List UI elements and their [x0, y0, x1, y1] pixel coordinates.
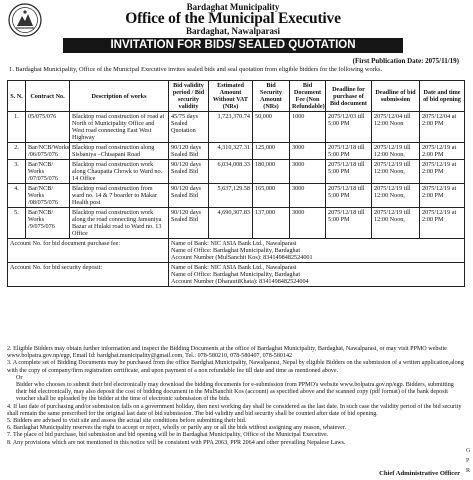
note-item: 8. Any provisions which are not mentioned in this notice will be consistent with PPA 2063, PPR 2064 and other prevailing Nepalese Laws.: [7, 439, 346, 446]
cell-estimate: 4,310,327.31: [209, 143, 253, 160]
notice-banner: INVITATION FOR BIDS/ SEALED QUOTATION: [63, 38, 403, 53]
cell-description: Blacktop road construction along Sisbaniya –Chisapani Road: [70, 143, 169, 160]
cell-fee: 3000: [290, 143, 326, 160]
cell-security: 137,000: [253, 208, 290, 239]
account-security-label: Account No. for bid security deposit:: [8, 263, 169, 287]
table-row: [8, 184, 465, 208]
edge-char: R: [466, 468, 471, 474]
cell-contract: 05/075/076: [26, 112, 70, 143]
cell-security: 125,000: [253, 143, 290, 160]
cell-opening: 2075/12/19 at 2:00 PM: [420, 184, 465, 208]
account-fee-label: Account No. for bid document purchase fee:: [8, 239, 169, 263]
cell-opening: 2075/12/19 at 2:00 PM: [420, 143, 465, 160]
office-name: Name of Office: Bardaghat Municipality, Bardaghat: [171, 247, 301, 254]
cell-security: 50,000: [253, 112, 290, 143]
cell-submission-deadline: 2075/12/19 till 12:00 Noon,: [372, 160, 420, 184]
cell-sn: 3.: [8, 160, 26, 184]
cell-purchase-deadline: 2075/12/18 till 5:00 PM: [326, 184, 372, 208]
col-header: Bid Security Amount (NRs): [253, 81, 290, 112]
cell-contract: Bar/NCB/ Works /9/075/076: [26, 208, 70, 239]
cell-validity: 90/120 days Sealed Bid: [169, 184, 209, 208]
note-item: 2. Eligible Bidders may obtain further information and inspect the Bidding Documents at the office of Bardaghat Municipality, Bardaghat, Nawalparasi, or may visit PPMO website www.bolpatra.gov.np/egp, Email Id: bardghat.municipality@gmail.com, Tel.: 078-580210, 078-580407, 078-580142: [7, 346, 447, 360]
works-table: [7, 80, 465, 287]
cell-sn: 4.: [8, 184, 26, 208]
note-item: 7. The place of bid purchase, bid submission and bid opening will be in Bardaghat Municipality, Office of the Municipal Executive.: [7, 432, 329, 439]
col-header: Bid validity period / Bid security validity: [169, 81, 209, 112]
cell-sn: 1.: [8, 112, 26, 143]
cell-security: 165,000: [253, 184, 290, 208]
note-item: 5. Bidders are advised to visit site and assess the actual site conditions before submitting their bid.: [7, 418, 247, 425]
intro-paragraph: 1. Bardaghat Municipality, Office of the Municipal Executive invites sealed bids and seal quotation from eligible bidders for the following works.: [9, 66, 383, 73]
cell-estimate: 4,690,307.83: [209, 208, 253, 239]
cell-validity: 90/120 days Sealed Bid: [169, 160, 209, 184]
cell-estimate: 1,723,370.74: [209, 112, 253, 143]
cell-description: Blacktop road construction of road at North of Municipality Office and West road connecting East West Highway: [70, 112, 169, 143]
col-header: S. N.: [8, 81, 26, 112]
cell-contract: Bar/NCB/ Works /08/075/076: [26, 184, 70, 208]
cell-submission-deadline: 2075/12/04 till 12:00 Noon: [372, 112, 420, 143]
cell-estimate: 6,034,008.33: [209, 160, 253, 184]
note-item: 6. Bardaghat Municipality reserves the right to accept or reject, wholly or partly any or all the bids without assigning any reason, whatever.: [7, 425, 347, 432]
col-header: Estimated Amount Without VAT (NRs): [209, 81, 253, 112]
cell-fee: 3000: [290, 208, 326, 239]
cell-fee: 3000: [290, 160, 326, 184]
cell-submission-deadline: 2075/12/19 till 12:00 Noon,: [372, 208, 420, 239]
bank-name: Name of Bank: NIC ASIA Bank Ltd., Nawalparasi: [171, 240, 297, 247]
bank-name: Name of Bank: NIC ASIA Bank Ltd., Nawalparasi: [171, 264, 297, 271]
table-row: [8, 143, 465, 160]
cell-validity: 90/120 days Sealed Bid: [169, 208, 209, 239]
cell-opening: 2075/12/04 at 2:00 PM: [420, 112, 465, 143]
col-header: Contract No.: [26, 81, 70, 112]
note-item: 3. A complete set of Bidding Documents may be purchased from the office Bardghat Municipality, Nawalparasi, Nepal by eligible Bidders on the submission of a written application,along with the copy of company/firm registration certificate, and upon payment of a non refundable fee till date and time as mentioned above.: [7, 360, 464, 374]
signature: Chief Administrative Officer: [379, 470, 460, 477]
cell-estimate: 5,637,129.58: [209, 184, 253, 208]
cell-sn: 2.: [8, 143, 26, 160]
account-security-details: [169, 263, 465, 287]
cell-submission-deadline: 2075/12/19 till 12:00 Noon,: [372, 143, 420, 160]
cell-contract: Bar/NCB/Works /06/075/076: [26, 143, 70, 160]
cell-purchase-deadline: 2075/12/18 till 5:00 PM: [326, 143, 372, 160]
account-number: Account Number (MulSanchit Kos): 8341498482524001: [171, 254, 313, 261]
cell-opening: 2075/12/19 at 2:00 PM: [420, 160, 465, 184]
account-fee-row: [8, 239, 465, 263]
office-name: Name of Office: Bardaghat Municipality, Bardaghat: [171, 271, 301, 278]
edge-char: P: [466, 458, 470, 464]
table-row: [8, 112, 465, 143]
cell-contract: Bar/NCB/ Works /07/075/076: [26, 160, 70, 184]
note-or: Or: [16, 374, 23, 381]
account-fee-details: [169, 239, 465, 263]
office-title: Office of the Municipal Executive: [125, 10, 341, 27]
edge-char: G: [466, 448, 471, 454]
note-item: 4. If last date of purchasing and/or submission falls on a government holiday, then next working day shall be considered as the last date. In such case the validity period of the bid security shall remain the same prescribed for the original last date of bid submission. The bid validity and bid security shall be counted after date of bid opening.: [7, 403, 462, 417]
office-address: Bardaghat, Nawalparasi: [185, 26, 280, 36]
publication-date: (First Publication Date: 2075/11/19): [352, 57, 459, 65]
col-header: Date and time of bid opening: [420, 81, 465, 112]
cell-sn: 5.: [8, 208, 26, 239]
cell-submission-deadline: 2075/12/19 till 12:00 Noon,: [372, 184, 420, 208]
account-security-row: [8, 263, 465, 287]
account-number: Account Number (DharautiKhata): 8341498482524004: [171, 278, 309, 285]
col-header: Deadline of bid submission: [372, 81, 420, 112]
org-name: Bardaghat Municipality: [186, 2, 280, 12]
table-header-row: [8, 81, 465, 112]
col-header: Description of works: [70, 81, 169, 112]
col-header: Bid Document Fee (Non Refundable): [290, 81, 326, 112]
table-row: [8, 208, 465, 239]
cell-security: 180,000: [253, 160, 290, 184]
notes-section: [7, 346, 465, 447]
table-row: [8, 160, 465, 184]
note-item: Bidder who chooses to submit their bid electronically may download the bidding documents for e-submission from PPMO's website www.bolpatra.gov.np/egp. Bidders, submitting their bid electronically, may also deposit the cost of bidding document in the MulSanchit Kos (account) as specified above and the scanned copy (pdf format) of the bank deposit voucher shall be uploaded by the bidder at the time of electronic submission of the bids.: [16, 382, 454, 403]
cell-fee: 3000: [290, 184, 326, 208]
cell-opening: 2075/12/19 at 2:00 PM: [420, 208, 465, 239]
col-header: Deadline for purchase of Bid document: [326, 81, 372, 112]
cell-purchase-deadline: 2075/12/18 till 5:00 PM: [326, 160, 372, 184]
cell-purchase-deadline: 2075/12/03 till 5:00 PM: [326, 112, 372, 143]
cell-validity: 45/75 days Sealed Quotation: [169, 112, 209, 143]
cell-purchase-deadline: 2075/12/18 till 5:00 PM: [326, 208, 372, 239]
cell-validity: 90/120 days Sealed Bid: [169, 143, 209, 160]
cell-description: Blacktop road construction from ward no. 14 & 7 boarder to Makar Health post: [70, 184, 169, 208]
cell-description: Blacktop road construction work along Chaupatta Chowk to Ward no. 14 Office: [70, 160, 169, 184]
cell-description: Blacktop road construction work along the road connecting Jamuniya Bazar at Hulaki road to Ward no. 13 Office: [70, 208, 169, 239]
cell-fee: 1000: [290, 112, 326, 143]
